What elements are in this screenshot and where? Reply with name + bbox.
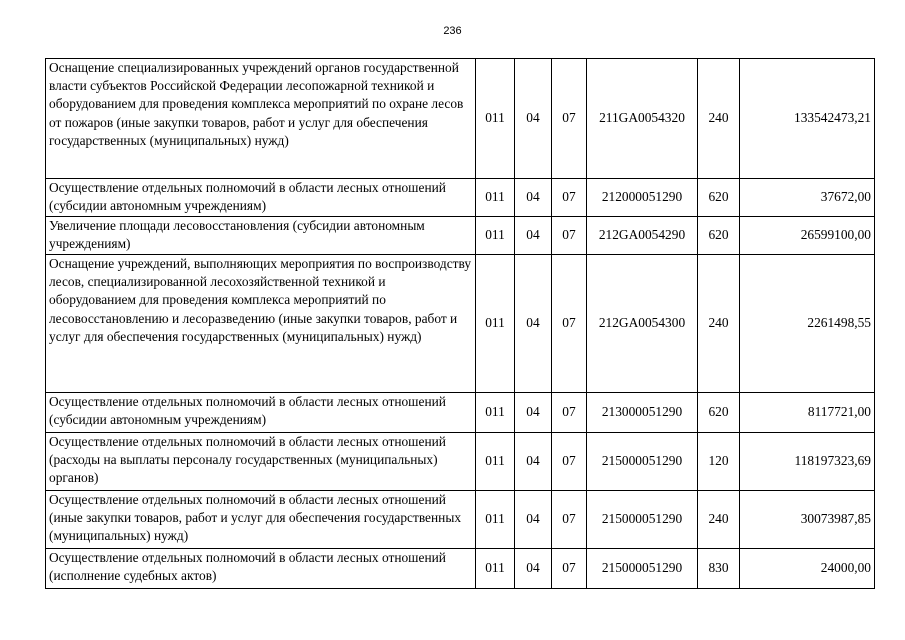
table-row: [46, 393, 875, 433]
row-subsection-code: 07: [552, 255, 587, 393]
row-ministry-code: 011: [476, 217, 515, 255]
row-ministry-code: 011: [476, 491, 515, 549]
row-target-article: 215000051290: [587, 549, 698, 589]
table-row: [46, 59, 875, 179]
row-amount: 118197323,69: [740, 433, 875, 491]
row-section-code: 04: [515, 491, 552, 549]
row-expense-type: 620: [698, 393, 740, 433]
row-description: Осуществление отдельных полномочий в области лесных отношений (иные закупки товаров, работ и услуг для обеспечения государственных (муниципальных) нужд): [46, 491, 476, 549]
row-expense-type: 620: [698, 217, 740, 255]
row-subsection-code: 07: [552, 393, 587, 433]
row-amount: 30073987,85: [740, 491, 875, 549]
table-row: [46, 217, 875, 255]
row-ministry-code: 011: [476, 433, 515, 491]
row-section-code: 04: [515, 549, 552, 589]
row-expense-type: 620: [698, 179, 740, 217]
row-section-code: 04: [515, 59, 552, 179]
row-amount: 8117721,00: [740, 393, 875, 433]
row-expense-type: 240: [698, 59, 740, 179]
row-target-article: 215000051290: [587, 491, 698, 549]
row-target-article: 212GA0054300: [587, 255, 698, 393]
row-section-code: 04: [515, 433, 552, 491]
row-expense-type: 240: [698, 255, 740, 393]
row-subsection-code: 07: [552, 217, 587, 255]
table-row: [46, 549, 875, 589]
row-section-code: 04: [515, 217, 552, 255]
row-target-article: 213000051290: [587, 393, 698, 433]
row-target-article: 212GA0054290: [587, 217, 698, 255]
row-description: Осуществление отдельных полномочий в области лесных отношений (расходы на выплаты персоналу государственных (муниципальных) органов): [46, 433, 476, 491]
row-description: Увеличение площади лесовосстановления (субсидии автономным учреждениям): [46, 217, 476, 255]
row-target-article: 212000051290: [587, 179, 698, 217]
row-section-code: 04: [515, 255, 552, 393]
row-amount: 133542473,21: [740, 59, 875, 179]
row-section-code: 04: [515, 393, 552, 433]
row-target-article: 215000051290: [587, 433, 698, 491]
table-row: [46, 433, 875, 491]
page-number: 236: [443, 25, 462, 37]
row-description: Осуществление отдельных полномочий в области лесных отношений (субсидии автономным учреждениям): [46, 179, 476, 217]
row-expense-type: 830: [698, 549, 740, 589]
row-ministry-code: 011: [476, 255, 515, 393]
row-subsection-code: 07: [552, 549, 587, 589]
row-ministry-code: 011: [476, 393, 515, 433]
row-subsection-code: 07: [552, 179, 587, 217]
row-target-article: 211GA0054320: [587, 59, 698, 179]
row-expense-type: 120: [698, 433, 740, 491]
row-amount: 37672,00: [740, 179, 875, 217]
row-ministry-code: 011: [476, 59, 515, 179]
row-amount: 2261498,55: [740, 255, 875, 393]
row-subsection-code: 07: [552, 59, 587, 179]
table-row: [46, 179, 875, 217]
row-amount: 24000,00: [740, 549, 875, 589]
row-description: Осуществление отдельных полномочий в области лесных отношений (субсидии автономным учреждениям): [46, 393, 476, 433]
row-amount: 26599100,00: [740, 217, 875, 255]
row-ministry-code: 011: [476, 179, 515, 217]
row-description: Осуществление отдельных полномочий в области лесных отношений (исполнение судебных актов): [46, 549, 476, 589]
budget-table: [45, 58, 875, 589]
row-subsection-code: 07: [552, 433, 587, 491]
row-description: Оснащение учреждений, выполняющих мероприятия по воспроизводству лесов, специализированной лесохозяйственной техникой и оборудованием для проведения комплекса мероприятий по лесовосстановлению и лесоразведению (иные закупки товаров, работ и услуг для обеспечения государственных (муниципальных) нужд): [46, 255, 476, 393]
row-section-code: 04: [515, 179, 552, 217]
row-subsection-code: 07: [552, 491, 587, 549]
table-row: [46, 491, 875, 549]
row-ministry-code: 011: [476, 549, 515, 589]
table-row: [46, 255, 875, 393]
row-expense-type: 240: [698, 491, 740, 549]
row-description: Оснащение специализированных учреждений органов государственной власти субъектов Российской Федерации лесопожарной техникой и оборудованием для проведения комплекса мероприятий по охране лесов от пожаров (иные закупки товаров, работ и услуг для обеспечения государственных (муниципальных) нужд): [46, 59, 476, 179]
